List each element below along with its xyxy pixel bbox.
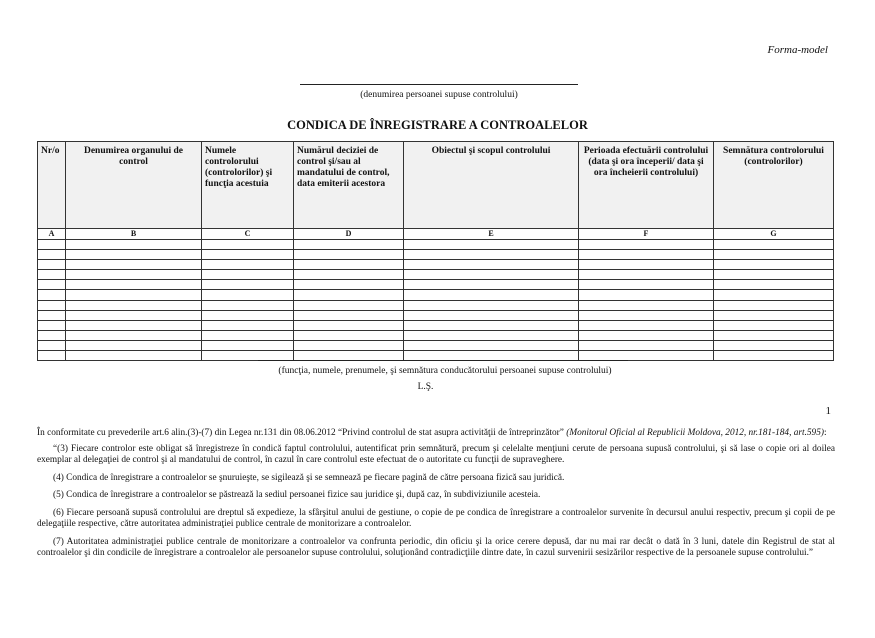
entity-name-line [300, 84, 578, 85]
signature-line [258, 360, 628, 361]
table-cell[interactable] [294, 260, 404, 270]
table-cell[interactable] [66, 300, 202, 310]
column-header-nr: Nr/o [38, 142, 66, 229]
column-header-signature: Semnătura controlorului (controlorilor) [714, 142, 834, 229]
control-register-table [37, 141, 834, 361]
table-cell[interactable] [38, 300, 66, 310]
table-cell[interactable] [294, 320, 404, 330]
table-cell[interactable] [579, 240, 714, 250]
column-header-controller-name: Numele controlorului (controlorilor) şi funcţia acestuia [202, 142, 294, 229]
table-row [38, 250, 834, 260]
table-cell[interactable] [404, 320, 579, 330]
table-cell[interactable] [404, 240, 579, 250]
table-cell[interactable] [714, 280, 834, 290]
table-cell[interactable] [38, 250, 66, 260]
table-cell[interactable] [38, 280, 66, 290]
column-header-object-purpose: Obiectul şi scopul controlului [404, 142, 579, 229]
legal-paragraph: (5) Condica de înregistrare a controalelor se păstrează la sediul persoanei fizice sau juridice şi, după caz, în subdiviziunile acesteia. [53, 490, 541, 500]
column-letter: E [404, 229, 579, 240]
table-cell[interactable] [714, 340, 834, 350]
table-cell[interactable] [579, 250, 714, 260]
column-letter: A [38, 229, 66, 240]
legal-paragraph: (4) Condica de înregistrare a controalelor se şnuruieşte, se sigilează şi se semnează pe fiecare pagină de către persoana fizică sau juridică. [53, 472, 565, 483]
table-cell[interactable] [579, 330, 714, 340]
table-cell[interactable] [579, 280, 714, 290]
table-cell[interactable] [579, 270, 714, 280]
table-cell[interactable] [66, 260, 202, 270]
table-row [38, 270, 834, 280]
table-cell[interactable] [202, 300, 294, 310]
table-cell[interactable] [202, 310, 294, 320]
column-letter: B [66, 229, 202, 240]
table-cell[interactable] [404, 310, 579, 320]
table-row [38, 240, 834, 250]
table-cell[interactable] [38, 260, 66, 270]
column-header-control-period: Perioada efectuării controlului (data şi ora începerii/ data şi ora încheierii controlului) [579, 142, 714, 229]
table-cell[interactable] [38, 310, 66, 320]
table-row [38, 290, 834, 300]
table-cell[interactable] [294, 240, 404, 250]
table-cell[interactable] [66, 340, 202, 350]
entity-name-caption: (denumirea persoanei supuse controlului) [360, 90, 518, 100]
table-cell[interactable] [714, 330, 834, 340]
table-cell[interactable] [66, 250, 202, 260]
table-cell[interactable] [294, 340, 404, 350]
table-cell[interactable] [66, 240, 202, 250]
table-cell[interactable] [404, 270, 579, 280]
column-letter: F [579, 229, 714, 240]
table-cell[interactable] [202, 250, 294, 260]
footnote-marker: 1 [825, 405, 831, 417]
table-cell[interactable] [66, 330, 202, 340]
legal-paragraph: (7) Autoritatea administraţiei publice centrale de monitorizare a controalelor va confrunta periodic, din oficiu şi la orice cerere depusă, dar nu mai rar decât o dată în 3 luni, datele din Registrul de stat al controalelor şi din condicile de înregistrare a controalelor ale persoanelor supuse controlului, soluţionând contradicţiile dintre date, în cazul survenirii sesizărilor respective de la persoanele supuse controlului.” [37, 536, 835, 558]
signature-caption: (funcţia, numele, prenumele, şi semnătura conducătorului persoanei supuse controlului) [278, 366, 612, 376]
column-letter: G [714, 229, 834, 240]
table-cell[interactable] [404, 300, 579, 310]
table-cell[interactable] [202, 270, 294, 280]
table-cell[interactable] [294, 280, 404, 290]
column-letter: C [202, 229, 294, 240]
table-row [38, 320, 834, 330]
table-cell[interactable] [38, 240, 66, 250]
table-cell[interactable] [202, 240, 294, 250]
table-cell[interactable] [66, 270, 202, 280]
table-cell[interactable] [202, 330, 294, 340]
table-cell[interactable] [202, 260, 294, 270]
table-cell[interactable] [404, 290, 579, 300]
document-title: CONDICA DE ÎNREGISTRARE A CONTROALELOR [287, 118, 588, 132]
footnote-intro-source: (Monitorul Oficial al Republicii Moldova, 2012, nr.181-184, art.595) [566, 428, 824, 438]
table-cell[interactable] [294, 330, 404, 340]
form-model-label: Forma-model [767, 44, 828, 56]
table-cell[interactable] [38, 340, 66, 350]
table-cell[interactable] [714, 240, 834, 250]
table-cell[interactable] [38, 290, 66, 300]
column-header-control-body: Denumirea organului de control [66, 142, 202, 229]
table-cell[interactable] [714, 351, 834, 361]
table-cell[interactable] [404, 330, 579, 340]
table-row [38, 340, 834, 350]
legal-paragraph: (6) Fiecare persoană supusă controlului are dreptul să expedieze, la sfârşitul anului de gestiune, o copie de pe condica de înregistrare a controalelor survenite în decursul anului respectiv, precum şi copii de pe delegaţiile respective, către autoritatea administraţiei publice centrale de monitorizare a controalelor. [37, 507, 835, 529]
column-letter-row [38, 229, 834, 240]
legal-paragraph: “(3) Fiecare controlor este obligat să înregistreze în condică faptul controlului, autentificat prin semnătură, precum şi celelalte menţiuni cerute de persoana supusă controlului, şi să lase o copie ori al doilea exemplar al delegaţiei de control şi al mandatului de control, în cazul în care controlul este efectuat de o autoritate cu funcţii de supraveghere. [37, 443, 835, 465]
table-cell[interactable] [294, 270, 404, 280]
table-cell[interactable] [294, 250, 404, 260]
legal-footnote [37, 428, 835, 566]
table-cell[interactable] [202, 340, 294, 350]
table-cell[interactable] [714, 260, 834, 270]
table-cell[interactable] [714, 270, 834, 280]
table-cell[interactable] [714, 300, 834, 310]
table-header-row [38, 142, 834, 229]
table-cell[interactable] [714, 310, 834, 320]
table-cell[interactable] [404, 260, 579, 270]
table-row [38, 330, 834, 340]
table-cell[interactable] [202, 290, 294, 300]
footnote-intro-main: În conformitate cu prevederile art.6 alin.(3)-(7) din Legea nr.131 din 08.06.2012 “Privind controlul de stat asupra activităţii de întreprinzător” [37, 428, 564, 438]
table-cell[interactable] [202, 280, 294, 290]
table-cell[interactable] [714, 290, 834, 300]
table-cell[interactable] [38, 330, 66, 340]
table-cell[interactable] [404, 250, 579, 260]
table-cell[interactable] [404, 280, 579, 290]
table-cell[interactable] [714, 250, 834, 260]
table-cell[interactable] [66, 290, 202, 300]
table-cell[interactable] [294, 290, 404, 300]
table-row [38, 280, 834, 290]
footnote-intro-end: : [823, 428, 827, 438]
table-cell[interactable] [579, 290, 714, 300]
table-cell[interactable] [66, 310, 202, 320]
table-cell[interactable] [714, 320, 834, 330]
table-cell[interactable] [579, 340, 714, 350]
table-row [38, 300, 834, 310]
table-cell[interactable] [66, 320, 202, 330]
table-cell[interactable] [38, 270, 66, 280]
table-cell[interactable] [294, 310, 404, 320]
column-letter: D [294, 229, 404, 240]
table-cell[interactable] [579, 300, 714, 310]
table-cell[interactable] [38, 320, 66, 330]
table-cell[interactable] [404, 340, 579, 350]
table-cell[interactable] [202, 320, 294, 330]
footnote-intro [37, 428, 835, 440]
table-cell[interactable] [66, 351, 202, 361]
table-row [38, 310, 834, 320]
table-cell[interactable] [579, 320, 714, 330]
column-header-decision-number: Numărul deciziei de control şi/sau al mandatului de control, data emiterii acestora [294, 142, 404, 229]
stamp-placeholder: L.Ş. [417, 382, 434, 392]
table-cell[interactable] [579, 260, 714, 270]
table-cell[interactable] [579, 310, 714, 320]
table-cell[interactable] [38, 351, 66, 361]
table-cell[interactable] [66, 280, 202, 290]
table-cell[interactable] [294, 300, 404, 310]
table-row [38, 260, 834, 270]
